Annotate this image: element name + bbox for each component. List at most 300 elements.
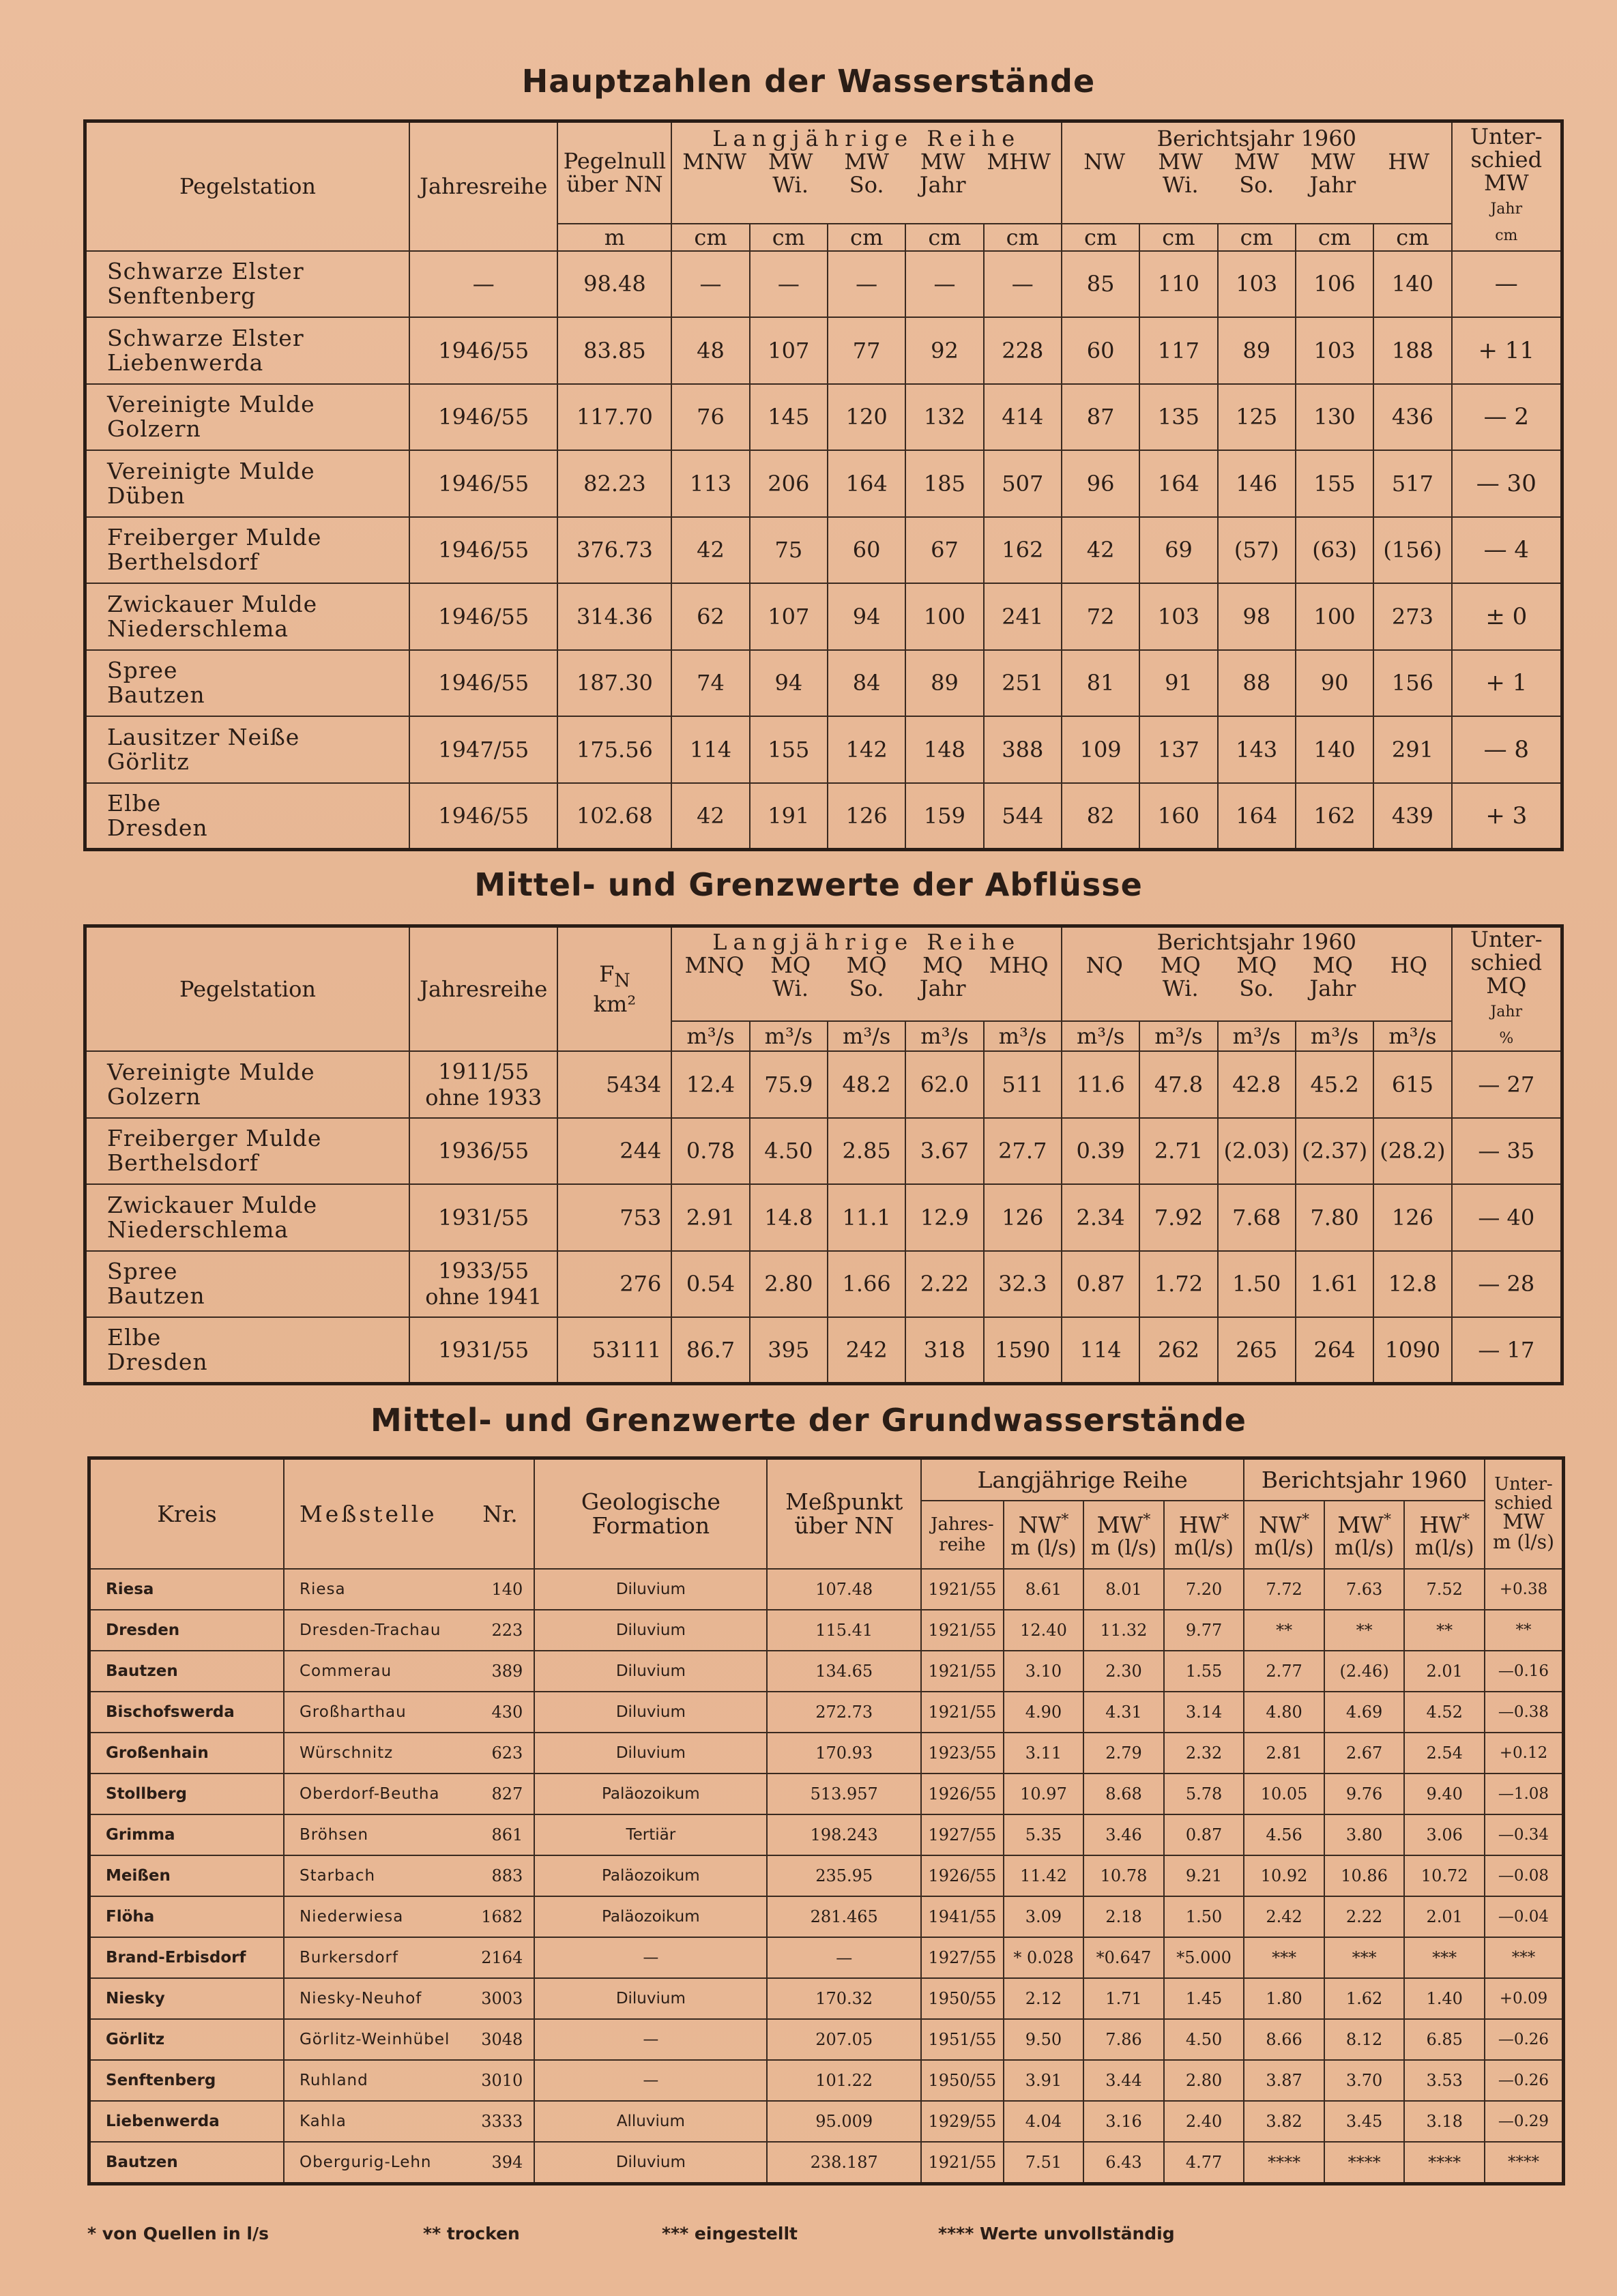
- gw-value-cell: 3.11: [1004, 1733, 1084, 1773]
- unterschied-cell: — 28: [1452, 1251, 1562, 1318]
- groundwater-table: [87, 1456, 1565, 2185]
- subcol-head: [1219, 150, 1295, 196]
- jahresreihe-line1: 1931/55: [438, 1337, 529, 1363]
- unterschied-cell: — 4: [1452, 517, 1562, 584]
- gw-value-cell: * 0.028: [1004, 1937, 1084, 1978]
- pegelnull-cell: 98.48: [557, 251, 671, 318]
- nr-cell: 140: [467, 1569, 535, 1610]
- gw-value-cell: 2.79: [1083, 1733, 1164, 1773]
- messstelle-cell: Starbach: [284, 1855, 467, 1896]
- unit-cm: cm: [905, 224, 983, 251]
- lr-value-cell: 126: [828, 783, 905, 850]
- gw-value-cell: 3.14: [1164, 1692, 1244, 1733]
- bj-value-cell: 143: [1218, 716, 1296, 783]
- col-pegelnull: Pegelnull über NN: [557, 121, 671, 224]
- table-row: [89, 1651, 1564, 1692]
- gw-value-cell: 11.32: [1083, 1610, 1164, 1651]
- lr-value-cell: 2.91: [671, 1184, 749, 1251]
- fn-cell: 53111: [557, 1317, 671, 1384]
- lr-value-cell: 14.8: [750, 1184, 828, 1251]
- gw-value-cell: 1.40: [1404, 1978, 1485, 2019]
- unterschied-cell: — 27: [1452, 1051, 1562, 1118]
- bj-value-cell: 42.8: [1218, 1051, 1296, 1118]
- lr-value-cell: 76: [671, 384, 749, 451]
- lr-value-cell: 0.54: [671, 1251, 749, 1318]
- unterschied-cell: —0.38: [1485, 1692, 1564, 1733]
- gw-value-cell: 8.12: [1324, 2019, 1405, 2060]
- station-cell: [85, 1051, 409, 1118]
- kreis-cell: Flöha: [89, 1896, 284, 1937]
- col-kreis: Kreis: [89, 1458, 284, 1569]
- station-cell: [85, 1118, 409, 1185]
- nr-cell: 2164: [467, 1937, 535, 1978]
- gw-value-cell: 4.56: [1244, 1814, 1324, 1855]
- bj-value-cell: 273: [1373, 583, 1451, 650]
- gw-value-cell: 3.09: [1004, 1896, 1084, 1937]
- col-jahresreihe: Jahresreihe: [409, 121, 558, 251]
- lr-value-cell: 414: [984, 384, 1062, 451]
- messstelle-cell: Kahla: [284, 2101, 467, 2142]
- table-row: [85, 317, 1562, 384]
- kreis-cell: Senftenberg: [89, 2060, 284, 2101]
- unterschied-cell: + 11: [1452, 317, 1562, 384]
- table-row: [85, 251, 1562, 318]
- bj-value-cell: 162: [1296, 783, 1373, 850]
- gw-value-cell: 7.63: [1324, 1569, 1405, 1610]
- bj-value-cell: 291: [1373, 716, 1451, 783]
- subcol-head-line1: MHW: [987, 149, 1051, 175]
- lr-value-cell: 84: [828, 650, 905, 717]
- pegelnull-cell: 83.85: [557, 317, 671, 384]
- gw-subcol-head: [1404, 1501, 1485, 1569]
- lr-value-cell: 60: [828, 517, 905, 584]
- section1-title: Hauptzahlen der Wasserstände: [521, 63, 1096, 100]
- unterschied-cell: —0.08: [1485, 1855, 1564, 1896]
- kreis-cell: Großenhain: [89, 1733, 284, 1773]
- unterschied-cell: — 30: [1452, 450, 1562, 517]
- gw-value-cell: 10.72: [1404, 1855, 1485, 1896]
- jahresreihe-cell: 1950/55: [921, 1978, 1004, 2019]
- star-mark: *: [1462, 1512, 1470, 1529]
- kreis-cell: Stollberg: [89, 1773, 284, 1814]
- lr-value-cell: 132: [905, 384, 983, 451]
- lr-value-cell: 251: [984, 650, 1062, 717]
- lr-value-cell: 126: [984, 1184, 1062, 1251]
- unterschied-cell: + 1: [1452, 650, 1562, 717]
- gw-value-cell: 2.77: [1244, 1651, 1324, 1692]
- messpunkt-cell: 281.465: [767, 1896, 921, 1937]
- bj-value-cell: 100: [1296, 583, 1373, 650]
- lr-value-cell: 2.85: [828, 1118, 905, 1185]
- unit-cm: cm: [828, 224, 905, 251]
- gw-value-cell: 3.18: [1404, 2101, 1485, 2142]
- jahresreihe-cell: 1951/55: [921, 2019, 1004, 2060]
- subcol-head: [1066, 150, 1143, 196]
- subcol-head-line1: MW: [768, 149, 813, 175]
- table-row: [85, 517, 1562, 584]
- nr-cell: 3010: [467, 2060, 535, 2101]
- messpunkt-cell: 107.48: [767, 1569, 921, 1610]
- unterschied-cell: —1.08: [1485, 1773, 1564, 1814]
- station-cell: [85, 583, 409, 650]
- gw-value-cell: 2.12: [1004, 1978, 1084, 2019]
- table-row: [85, 583, 1562, 650]
- unit-cm: cm: [1373, 224, 1451, 251]
- lr-value-cell: 228: [984, 317, 1062, 384]
- jahresreihe-cell: 1926/55: [921, 1773, 1004, 1814]
- subcol-head: [1295, 954, 1371, 1000]
- unit-cm: cm: [1139, 224, 1217, 251]
- unterschied-cell: + 3: [1452, 783, 1562, 850]
- gw-value-cell: 1.80: [1244, 1978, 1324, 2019]
- pegelnull-cell: 175.56: [557, 716, 671, 783]
- subcol-head: [1066, 954, 1143, 1000]
- messpunkt-cell: 207.05: [767, 2019, 921, 2060]
- bj-value-cell: 130: [1296, 384, 1373, 451]
- nr-cell: 623: [467, 1733, 535, 1773]
- subcol-head: [980, 954, 1057, 1000]
- bj-value-cell: 1090: [1373, 1317, 1451, 1384]
- water-levels-table: [83, 119, 1564, 851]
- nr-cell: 1682: [467, 1896, 535, 1937]
- gw-value-cell: 1.45: [1164, 1978, 1244, 2019]
- gw-value-cell: 10.86: [1324, 1855, 1405, 1896]
- lr-value-cell: 48: [671, 317, 749, 384]
- messstelle-cell: Bröhsen: [284, 1814, 467, 1855]
- messstelle-cell: Würschnitz: [284, 1733, 467, 1773]
- lr-value-cell: 107: [750, 317, 828, 384]
- station-line1: Freiberger Mulde: [107, 524, 322, 551]
- bj-value-cell: 160: [1139, 783, 1217, 850]
- gw-value-cell: 10.92: [1244, 1855, 1324, 1896]
- unterschied-cell: ****: [1485, 2142, 1564, 2184]
- col-group-berichtsjahr: Berichtsjahr 1960 NW MW Wi. MW So. MW Jahr HW: [1062, 121, 1452, 224]
- bj-value-cell: 87: [1062, 384, 1139, 451]
- gw-value-cell: ***: [1324, 1937, 1405, 1978]
- lr-value-cell: 27.7: [984, 1118, 1062, 1185]
- subcol-head-line1: MQ: [1312, 952, 1353, 978]
- gw-subcol-name: MW: [1337, 1512, 1384, 1538]
- station-line2: Golzern: [107, 415, 201, 443]
- table-row: [89, 1610, 1564, 1651]
- subcol-head-line2: So.: [849, 172, 884, 198]
- lr-value-cell: 48.2: [828, 1051, 905, 1118]
- bj-value-cell: 47.8: [1139, 1051, 1217, 1118]
- messpunkt-cell: 272.73: [767, 1692, 921, 1733]
- col-group-berichtsjahr: Berichtsjahr 1960: [1244, 1458, 1485, 1501]
- unterschied-cell: —0.26: [1485, 2019, 1564, 2060]
- col-group-langjaehrige: Langjährige Reihe MNW MW Wi. MW So. MW Jahr MHW: [671, 121, 1062, 224]
- pegelnull-cell: 82.23: [557, 450, 671, 517]
- subcol-head-line2: Wi.: [1162, 975, 1199, 1001]
- jahresreihe-line1: 1931/55: [438, 1204, 529, 1231]
- subcol-head-line1: MQ: [922, 952, 963, 978]
- bj-value-cell: 82: [1062, 783, 1139, 850]
- lr-value-cell: 42: [671, 517, 749, 584]
- subcol-head: [905, 150, 981, 196]
- lr-value-cell: 241: [984, 583, 1062, 650]
- unit-cm: cm: [750, 224, 828, 251]
- lr-value-cell: —: [828, 251, 905, 318]
- lr-value-cell: 62: [671, 583, 749, 650]
- subcol-head: [1371, 150, 1447, 196]
- lr-value-cell: 94: [750, 650, 828, 717]
- nr-cell: 223: [467, 1610, 535, 1651]
- bj-value-cell: 88: [1218, 650, 1296, 717]
- jahresreihe-cell: 1946/55: [409, 517, 558, 584]
- gw-subcol-unit: m(l/s): [1174, 1536, 1234, 1560]
- col-group-langjaehrige: Langjährige Reihe: [921, 1458, 1244, 1501]
- nr-cell: 394: [467, 2142, 535, 2184]
- lr-value-cell: 32.3: [984, 1251, 1062, 1318]
- unit-m3s: m³/s: [828, 1021, 905, 1052]
- star-mark: *: [1143, 1512, 1151, 1529]
- gw-value-cell: *5.000: [1164, 1937, 1244, 1978]
- bj-value-cell: 1.50: [1218, 1251, 1296, 1318]
- lr-value-cell: 162: [984, 517, 1062, 584]
- fn-cell: 5434: [557, 1051, 671, 1118]
- col-messstelle: Meßstelle: [284, 1458, 467, 1569]
- bj-value-cell: 262: [1139, 1317, 1217, 1384]
- lr-value-cell: 86.7: [671, 1317, 749, 1384]
- subcol-head-line1: HW: [1388, 149, 1430, 175]
- star-mark: *: [1221, 1512, 1229, 1529]
- jahresreihe-cell: 1946/55: [409, 650, 558, 717]
- nr-cell: 430: [467, 1692, 535, 1733]
- gw-value-cell: 3.53: [1404, 2060, 1485, 2101]
- gw-value-cell: 11.42: [1004, 1855, 1084, 1896]
- bj-value-cell: 436: [1373, 384, 1451, 451]
- gw-value-cell: 9.76: [1324, 1773, 1405, 1814]
- subcol-head-line2: Wi.: [772, 975, 809, 1001]
- bj-value-cell: 264: [1296, 1317, 1373, 1384]
- gw-value-cell: 4.90: [1004, 1692, 1084, 1733]
- bj-value-cell: 98: [1218, 583, 1296, 650]
- subcol-head-line1: MW: [1310, 149, 1356, 175]
- gw-value-cell: 2.32: [1164, 1733, 1244, 1773]
- subcol-head-line2: Jahr: [919, 975, 966, 1001]
- col-jahresreihe: Jahres- reihe: [921, 1501, 1004, 1569]
- unit-cm: cm: [1296, 224, 1373, 251]
- lr-value-cell: 4.50: [750, 1118, 828, 1185]
- jahresreihe-cell: [409, 1317, 558, 1384]
- unit-m3s: m³/s: [905, 1021, 983, 1052]
- subcol-head-line2: Wi.: [772, 172, 809, 198]
- geologie-cell: Tertiär: [534, 1814, 767, 1855]
- station-line2: Bautzen: [107, 1282, 205, 1310]
- lr-value-cell: 142: [828, 716, 905, 783]
- lr-value-cell: 544: [984, 783, 1062, 850]
- jahresreihe-cell: 1926/55: [921, 1855, 1004, 1896]
- table-row: [85, 1317, 1562, 1384]
- subcol-head: [828, 954, 905, 1000]
- col-pegelstation: Pegelstation: [85, 121, 409, 251]
- gw-value-cell: 6.85: [1404, 2019, 1485, 2060]
- kreis-cell: Niesky: [89, 1978, 284, 2019]
- unit-cm: cm: [671, 224, 749, 251]
- station-line2: Niederschlema: [107, 615, 289, 642]
- station-line1: Freiberger Mulde: [107, 1125, 322, 1152]
- gw-value-cell: 4.77: [1164, 2142, 1244, 2184]
- bj-value-cell: 7.80: [1296, 1184, 1373, 1251]
- unterschied-cell: —0.16: [1485, 1651, 1564, 1692]
- messpunkt-cell: 115.41: [767, 1610, 921, 1651]
- bj-value-cell: 11.6: [1062, 1051, 1139, 1118]
- bj-value-cell: 72: [1062, 583, 1139, 650]
- lr-value-cell: 155: [750, 716, 828, 783]
- station-line1: Elbe: [107, 789, 162, 816]
- geologie-cell: Diluvium: [534, 1733, 767, 1773]
- subcol-head-line1: NQ: [1086, 952, 1123, 978]
- lr-value-cell: —: [750, 251, 828, 318]
- gw-value-cell: 8.68: [1083, 1773, 1164, 1814]
- gw-value-cell: 7.52: [1404, 1569, 1485, 1610]
- table-row: [89, 1733, 1564, 1773]
- star-mark: *: [1301, 1512, 1309, 1529]
- kreis-cell: Liebenwerda: [89, 2101, 284, 2142]
- messstelle-cell: Görlitz-Weinhübel: [284, 2019, 467, 2060]
- pegelnull-cell: 117.70: [557, 384, 671, 451]
- subcol-head: [676, 954, 753, 1000]
- station-cell: [85, 450, 409, 517]
- table-row: [85, 1118, 1562, 1185]
- footnote-3: *** eingestellt: [662, 2224, 798, 2243]
- subcol-head: [1143, 954, 1219, 1000]
- gw-value-cell: 2.01: [1404, 1651, 1485, 1692]
- jahresreihe-cell: [409, 1251, 558, 1318]
- lr-value-cell: 1590: [984, 1317, 1062, 1384]
- bj-value-cell: 135: [1139, 384, 1217, 451]
- station-line2: Niederschlema: [107, 1216, 289, 1243]
- subcol-head: [905, 954, 981, 1000]
- gw-value-cell: ***: [1404, 1937, 1485, 1978]
- gw-value-cell: 10.05: [1244, 1773, 1324, 1814]
- station-line1: Vereinigte Mulde: [107, 1058, 315, 1085]
- subcol-head-line1: MQ: [1160, 952, 1201, 978]
- station-cell: [85, 650, 409, 717]
- bj-value-cell: 103: [1139, 583, 1217, 650]
- jahresreihe-line1: 1933/55: [438, 1258, 529, 1284]
- fn-cell: 276: [557, 1251, 671, 1318]
- station-line2: Düben: [107, 482, 186, 509]
- unterschied-cell: —0.34: [1485, 1814, 1564, 1855]
- lr-value-cell: 395: [750, 1317, 828, 1384]
- table-row: [89, 2060, 1564, 2101]
- subcol-head: [1219, 954, 1295, 1000]
- messstelle-cell: Riesa: [284, 1569, 467, 1610]
- bj-value-cell: 117: [1139, 317, 1217, 384]
- gw-value-cell: 9.21: [1164, 1855, 1244, 1896]
- unterschied-cell: — 2: [1452, 384, 1562, 451]
- station-cell: [85, 317, 409, 384]
- table-row: [85, 450, 1562, 517]
- messstelle-cell: Commerau: [284, 1651, 467, 1692]
- lr-value-cell: 67: [905, 517, 983, 584]
- gw-value-cell: 9.77: [1164, 1610, 1244, 1651]
- bj-value-cell: 110: [1139, 251, 1217, 318]
- bj-value-cell: (63): [1296, 517, 1373, 584]
- bj-value-cell: 439: [1373, 783, 1451, 850]
- gw-value-cell: 10.78: [1083, 1855, 1164, 1896]
- lr-value-cell: 75: [750, 517, 828, 584]
- subcol-head-line2: Jahr: [919, 172, 966, 198]
- bj-value-cell: (28.2): [1373, 1118, 1451, 1185]
- unterschied-cell: — 17: [1452, 1317, 1562, 1384]
- gw-value-cell: 7.51: [1004, 2142, 1084, 2184]
- subcol-head-line2: So.: [1239, 975, 1274, 1001]
- col-jahresreihe: Jahresreihe: [409, 926, 558, 1052]
- subcol-head-line2: So.: [1239, 172, 1274, 198]
- lr-value-cell: 164: [828, 450, 905, 517]
- geologie-cell: Paläozoikum: [534, 1773, 767, 1814]
- unit-m3s: m³/s: [671, 1021, 749, 1052]
- gw-subcol-head: [1324, 1501, 1405, 1569]
- station-line1: Spree: [107, 657, 178, 684]
- nr-cell: 3048: [467, 2019, 535, 2060]
- geologie-cell: —: [534, 1937, 767, 1978]
- unterschied-cell: +0.09: [1485, 1978, 1564, 2019]
- lr-value-cell: 507: [984, 450, 1062, 517]
- gw-value-cell: 5.78: [1164, 1773, 1244, 1814]
- jahresreihe-cell: 1946/55: [409, 583, 558, 650]
- unterschied-cell: — 8: [1452, 716, 1562, 783]
- gw-subcol-head: [1004, 1501, 1084, 1569]
- gw-value-cell: 3.10: [1004, 1651, 1084, 1692]
- col-unterschied: Unter- schied MW Jahr cm: [1452, 121, 1562, 251]
- lr-value-cell: 206: [750, 450, 828, 517]
- lr-value-cell: —: [905, 251, 983, 318]
- geologie-cell: Paläozoikum: [534, 1896, 767, 1937]
- subcol-head-line1: NW: [1083, 149, 1126, 175]
- kreis-cell: Meißen: [89, 1855, 284, 1896]
- col-fn: $F_N$ km²: [557, 926, 671, 1052]
- table-row: [89, 1814, 1564, 1855]
- lr-value-cell: 92: [905, 317, 983, 384]
- station-line1: Zwickauer Mulde: [107, 1191, 318, 1218]
- messstelle-cell: Obergurig-Lehn: [284, 2142, 467, 2184]
- subcol-head-line1: MW: [844, 149, 889, 175]
- jahresreihe-cell: [409, 1051, 558, 1118]
- footnote-1: * von Quellen in l/s: [87, 2224, 270, 2243]
- station-line1: Zwickauer Mulde: [107, 590, 318, 617]
- jahresreihe-line2: ohne 1933: [425, 1084, 542, 1110]
- gw-value-cell: *0.647: [1083, 1937, 1164, 1978]
- gw-subcol-unit: m (l/s): [1010, 1536, 1077, 1560]
- kreis-cell: Bischofswerda: [89, 1692, 284, 1733]
- messpunkt-cell: 513.957: [767, 1773, 921, 1814]
- jahresreihe-cell: 1927/55: [921, 1814, 1004, 1855]
- station-line2: Golzern: [107, 1083, 201, 1110]
- pegelnull-cell: 187.30: [557, 650, 671, 717]
- lr-value-cell: 94: [828, 583, 905, 650]
- unterschied-cell: **: [1485, 1610, 1564, 1651]
- messpunkt-cell: 238.187: [767, 2142, 921, 2184]
- jahresreihe-cell: 1927/55: [921, 1937, 1004, 1978]
- station-line1: Vereinigte Mulde: [107, 457, 315, 484]
- bj-value-cell: 156: [1373, 650, 1451, 717]
- table-row: [85, 1184, 1562, 1251]
- subcol-head-line2: Wi.: [1162, 172, 1199, 198]
- jahresreihe-cell: 1921/55: [921, 1692, 1004, 1733]
- subcol-head: [828, 150, 905, 196]
- bj-value-cell: 81: [1062, 650, 1139, 717]
- gw-subcol-unit: m(l/s): [1414, 1536, 1474, 1560]
- gw-value-cell: ****: [1324, 2142, 1405, 2184]
- unit-m3s: m³/s: [984, 1021, 1062, 1052]
- messstelle-cell: Großharthau: [284, 1692, 467, 1733]
- gw-value-cell: ****: [1244, 2142, 1324, 2184]
- gw-value-cell: 7.86: [1083, 2019, 1164, 2060]
